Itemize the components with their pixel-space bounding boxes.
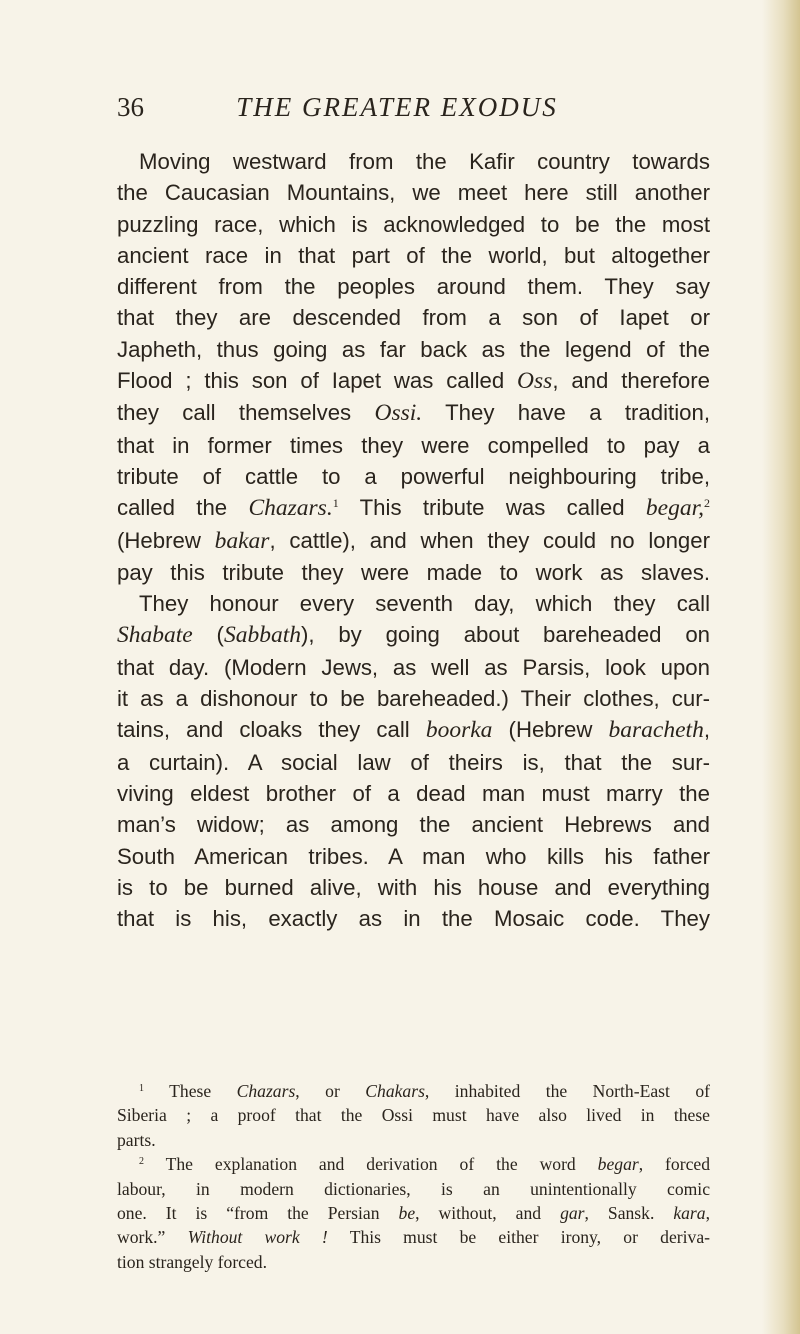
italic-term: Chazars. (248, 495, 333, 522)
italic-term: Oss (517, 368, 553, 395)
page-edge-shading (762, 0, 800, 1334)
body-line: viving eldest brother of a dead man must marry the (117, 780, 710, 806)
footnote-ref: 1 (332, 496, 339, 511)
footnote-line: one. It is “from the Persian be, without, and gar, Sansk. kara, (117, 1203, 710, 1224)
italic-term: Chazars (236, 1081, 296, 1101)
footnote-line: parts. (117, 1129, 156, 1150)
footnote-line: tion strangely forced. (117, 1251, 267, 1272)
body-line: Moving westward from the Kafir country towards (139, 149, 710, 174)
body-line: that they are descended from a son of Iapet or (117, 305, 710, 331)
footnote-line: work.” Without work ! This must be either irony, or deriva- (117, 1227, 710, 1248)
body-line: They honour every seventh day, which they call (139, 591, 710, 617)
footnote-line: labour, in modern dictionaries, is an unintentionally comic (117, 1178, 710, 1199)
italic-term: baracheth (608, 717, 704, 744)
body-line: that in former times they were compelled to pay a (117, 432, 710, 458)
italic-term: gar (560, 1203, 585, 1224)
body-line: it as a dishonour to be bareheaded.) Their clothes, cur- (117, 686, 710, 712)
body-line: (Hebrew bakar, cattle), and when they could no longer (117, 527, 711, 554)
body-line: they call themselves Ossi. They have a tradition, (117, 400, 710, 427)
body-line: is to be burned alive, with his house and everything (117, 874, 710, 900)
body-line: called the Chazars.$^1$ This tribute was called begar,$^2$ (117, 495, 710, 522)
page-number: 36 (117, 92, 144, 122)
body-line: Shabate (Sabbath), by going about bareheaded on (117, 622, 710, 649)
italic-term: Ossi. (374, 400, 423, 427)
footnote-line: $^2$ The explanation and derivation of the word begar, forced (139, 1154, 710, 1175)
body-line: tribute of cattle to a powerful neighbouring tribe, (117, 463, 710, 489)
italic-term: Without work ! (187, 1227, 328, 1248)
italic-term: kara (673, 1203, 706, 1224)
footnotes (117, 1079, 710, 1274)
italic-term: boorka (425, 717, 493, 744)
body-line: pay this tribute they were made to work as slaves. (117, 559, 710, 585)
body-line: Flood ; this son of Iapet was called Oss, and therefore (117, 368, 710, 395)
footnote-line: $^1$ These Chazars, or Chakars, inhabited the North-East of (139, 1081, 710, 1101)
body-line: the Caucasian Mountains, we meet here still another (117, 180, 710, 206)
running-title: THE GREATER EXODUS (236, 92, 558, 122)
body-line: puzzling race, which is acknowledged to be the most (117, 211, 710, 237)
italic-term: be (398, 1203, 416, 1224)
italic-term: begar, (645, 495, 704, 522)
body-line: South American tribes. A man who kills his father (117, 843, 710, 869)
italic-term: begar (597, 1154, 639, 1175)
italic-term: Shabate (117, 622, 193, 649)
footnote-ref: 2 (704, 496, 710, 511)
body-line: Japheth, thus going as far back as the legend of the (117, 336, 710, 362)
body-line: man’s widow; as among the ancient Hebrews and (117, 812, 710, 838)
body-line: that day. (Modern Jews, as well as Parsis, look upon (117, 654, 710, 680)
footnote-line: Siberia ; a proof that the Ossi must have also lived in these (117, 1105, 710, 1126)
body-line: ancient race in that part of the world, but altogether (117, 242, 710, 268)
body-line: a curtain). A social law of theirs is, that the sur- (117, 749, 710, 775)
italic-term: Sabbath (223, 622, 301, 649)
body-text (117, 146, 710, 934)
footnote-marker: 1 (139, 1083, 144, 1094)
body-line: that is his, exactly as in the Mosaic code. They (117, 906, 710, 932)
italic-term: bakar (214, 527, 270, 554)
body-line: tains, and cloaks they call boorka (Hebrew baracheth, (117, 717, 710, 744)
page-header (117, 92, 677, 132)
italic-term: Chakars (365, 1081, 425, 1101)
footnote-marker: 2 (139, 1156, 144, 1168)
body-line: different from the peoples around them. They say (117, 274, 710, 300)
